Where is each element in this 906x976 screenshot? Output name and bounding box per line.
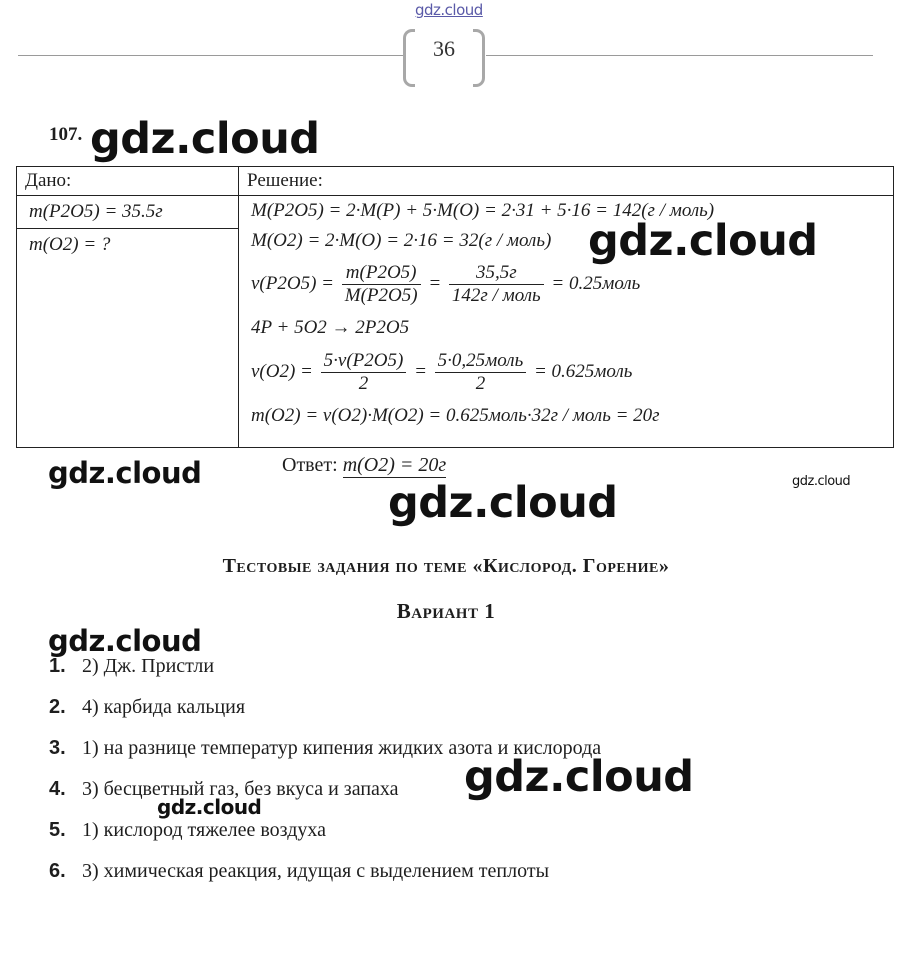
numerator: 5·0,25моль xyxy=(435,350,527,373)
test-title: Тестовые задания по теме «Кислород. Горение» xyxy=(222,555,670,577)
task-number: 107. xyxy=(49,124,83,145)
list-item: 5. 1) кислород тяжелее воздуха xyxy=(49,819,327,841)
fraction xyxy=(449,262,544,307)
fraction xyxy=(435,350,527,395)
watermark: gdz.cloud xyxy=(48,624,202,658)
solution-line-fraction: ν(O2) = $\frac{5\cdot\nu(P2O5)}{2}$ = $\frac{\text{5·0,25моль}}{2}$ = 0.625моль xyxy=(251,350,633,395)
page-number: 36 xyxy=(433,36,455,61)
given-unknown: m(O2) = ? xyxy=(29,234,111,255)
given-cell xyxy=(17,196,239,448)
numerator: 5·ν(P2O5) xyxy=(321,350,407,373)
watermark: gdz.cloud xyxy=(388,478,618,528)
given-header: Дано: xyxy=(17,167,239,196)
list-item: 3. 1) на разнице температур кипения жидких азота и кислорода xyxy=(49,737,602,759)
watermark: gdz.cloud xyxy=(588,216,818,266)
solution-line: M(P2O5) = 2·M(P) + 5·M(O) = 2·31 + 5·16 = 142(г / моль) xyxy=(251,200,715,221)
variant-title: Вариант 1 xyxy=(396,599,496,623)
watermark-top[interactable]: gdz.cloud xyxy=(415,1,483,19)
denominator: 142г / моль xyxy=(451,285,541,307)
list-item: 4. 3) бесцветный газ, без вкуса и запаха xyxy=(49,778,399,800)
denominator: M(P2O5) xyxy=(344,285,418,307)
watermark: gdz.cloud xyxy=(792,474,851,489)
header-rule-left xyxy=(18,55,403,56)
solution-line: m(O2) = ν(O2)·M(O2) = 0.625моль·32г / моль = 20г xyxy=(251,405,660,426)
reaction-equation: 4P + 5O2 → 2P2O5 xyxy=(251,317,410,338)
numerator: 35,5г xyxy=(449,262,544,285)
numerator: m(P2O5) xyxy=(342,262,421,285)
header-rule-right xyxy=(486,55,873,56)
list-item: 2. 4) карбида кальция xyxy=(49,696,246,718)
watermark: gdz.cloud xyxy=(464,752,694,802)
fraction xyxy=(321,350,407,395)
list-item: 1. 2) Дж. Пристли xyxy=(49,655,215,677)
watermark: gdz.cloud xyxy=(157,795,262,819)
denominator: 2 xyxy=(475,373,486,395)
list-item: 6. 3) химическая реакция, идущая с выделением теплоты xyxy=(49,860,550,882)
fraction-lhs: ν(P2O5) = xyxy=(251,273,334,294)
given-mass: m(P2O5) = 35.5г xyxy=(17,196,238,229)
fraction xyxy=(342,262,421,307)
answer xyxy=(282,454,446,477)
watermark: gdz.cloud xyxy=(90,114,320,164)
fraction-rhs: = 0.25моль xyxy=(551,273,641,294)
solution-line-fraction: ν(P2O5) = $\frac{m(P2O5)}{M(P2O5)}$ = $\frac{35,5г}{\text{142г / моль}}$ = 0.25моль xyxy=(251,262,641,307)
answer-label: Ответ: xyxy=(282,454,338,476)
solution-line: M(O2) = 2·M(O) = 2·16 = 32(г / моль) xyxy=(251,230,552,251)
watermark: gdz.cloud xyxy=(48,456,202,490)
fraction-lhs: ν(O2) = xyxy=(251,361,313,382)
page-number-bracket-right xyxy=(473,29,485,87)
solution-table xyxy=(16,166,894,448)
fraction-rhs: = 0.625моль xyxy=(533,361,633,382)
denominator: 2 xyxy=(358,373,369,395)
page-number-bracket-left xyxy=(403,29,415,87)
answer-value: m(O2) = 20г xyxy=(342,454,447,476)
solution-header: Решение: xyxy=(239,167,894,196)
